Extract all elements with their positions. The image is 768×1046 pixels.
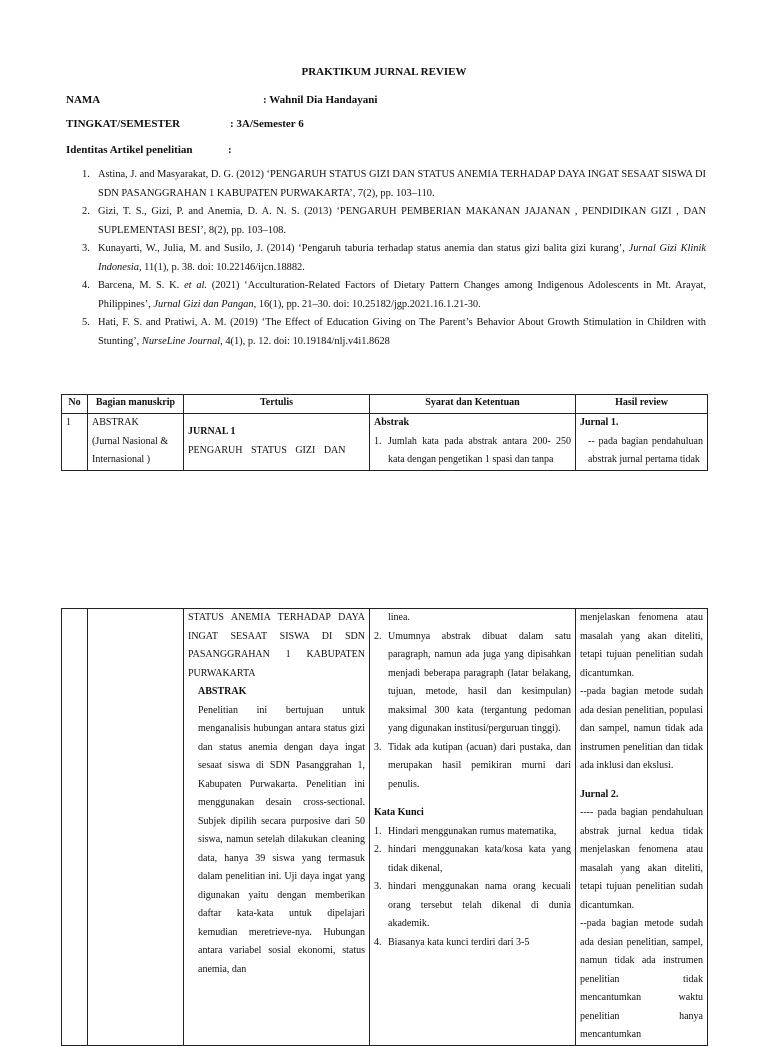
jurnal-2-review-heading: Jurnal 2.	[580, 788, 619, 800]
table-row	[62, 414, 708, 471]
header-hasil: Hasil review	[576, 395, 708, 414]
reference-item: 2. Gizi, T. S., Gizi, P. and Anemia, D. A. N. S. (2013) ‘PENGARUH PEMBERIAN MAKANAN JAJANAN , PENDIDIKAN GIZI , DAN SUPLEMENTASI BESI’, 8(2), pp. 103–108.	[82, 206, 706, 236]
list-item: 4. Biasanya kata kunci terdiri dari 3-5	[374, 936, 530, 948]
reference-item: 1. Astina, J. and Masyarakat, D. G. (2012) ‘PENGARUH STATUS GIZI DAN STATUS ANEMIA TERHADAP DAYA INGAT SESAAT SISWA DI SDN PASANGGRAHAN 1 KABUPATEN PURWAKARTA’, 7(2), pp. 103–110.	[82, 169, 707, 199]
cell-hasil: menjelaskan fenomena atau masalah yang akan diteliti, tetapi tujuan penelitian sudah dicantumkan. --pada bagian metode sudah ada desian penelitian, populasi dan sampel, namun tidak ada instrumen penelitian dan tidak ada inklusi dan ekslusi. Jurnal 2. ---- pada bagian pendahuluan abstrak jurnal kedua tidak menjelaskan fenomena atau masalah yang akan diteliti, tetapi tujuan penelitian sudah dicantumkan. --pada bagian metode sudah ada desian penelitian, sampel, namun tidak ada instrumen penelitian tidak mencantumkan waktu penelitian hanya mencantumkan	[576, 609, 708, 1046]
cell-no	[62, 609, 88, 1046]
nama-value: : Wahnil Dia Handayani	[263, 94, 378, 106]
header-syarat: Syarat dan Ketentuan	[370, 395, 576, 414]
nama-label: NAMA	[66, 94, 101, 106]
tingkat-label: TINGKAT/SEMESTER	[66, 118, 181, 130]
cell-bagian: ABSTRAK (Jurnal Nasional & Internasional )	[88, 414, 184, 471]
table-row	[62, 609, 708, 1046]
list-item: 2. Umumnya abstrak dibuat dalam satu paragraph, namun ada juga yang dipisahkan menjadi beberapa paragraph (latar belakang, tujuan, metode, hasil dan kesimpulan) maksimal 300 kata (tergantung pedoman yang digunakan institusi/perguruan tinggi).	[374, 630, 571, 734]
list-item: 1. Hindari menggunakan rumus matematika,	[374, 825, 557, 837]
identitas-colon: :	[228, 144, 232, 156]
cell-no: 1	[62, 414, 88, 471]
reference-item: 3. Kunayarti, W., Julia, M. and Susilo, J. (2014) ‘Pengaruh taburia terhadap status anemia dan status gizi balita gizi kurang’, Jurnal Gizi Klinik Indonesia, 11(1), p. 38. doi: 10.22146/ijcn.18882.	[82, 243, 706, 273]
cell-hasil: Jurnal 1. -- pada bagian pendahuluan abstrak jurnal pertama tidak	[576, 414, 708, 471]
cell-syarat: linea. 2. Umumnya abstrak dibuat dalam satu paragraph, namun ada juga yang dipisahkan menjadi beberapa paragraph (latar belakang, tujuan, metode, hasil dan kesimpulan) maksimal 300 kata (tergantung pedoman yang digunakan institusi/perguruan tinggi). 3. Tidak ada kutipan (acuan) dari pustaka, dan merupakan hasil pemikiran murni dari penulis. Kata Kunci 1. Hindari menggunakan rumus matematika, 2. hindari menggunakan kata/kosa kata yang tidak dikenal, 3. hindari menggunakan nama orang kecuali orang tersebut telah dikenal di dunia akademik. 4. Biasanya kata kunci terdiri dari 3-5	[370, 609, 576, 1046]
cell-syarat	[370, 414, 576, 471]
tingkat-value: : 3A/Semester 6	[230, 118, 304, 130]
cell-bagian	[88, 609, 184, 1046]
cell-tertulis: JURNAL 1 PENGARUH STATUS GIZI DAN	[184, 414, 370, 471]
list-item: 1. Jumlah kata pada abstrak antara 200- 250 kata dengan pengetikan 1 spasi dan tanpa	[374, 435, 571, 465]
list-item: 2. hindari menggunakan kata/kosa kata yang tidak dikenal,	[374, 844, 571, 874]
reference-item: 4. Barcena, M. S. K. et al. (2021) ‘Acculturation-Related Factors of Dietary Pattern Changes among Indigenous Adolescents in Mt. Arayat, Philippines’, Jurnal Gizi dan Pangan, 16(1), pp. 21–30. doi: 10.25182/jgp.2021.16.1.21-30.	[82, 280, 707, 310]
header-bagian: Bagian manuskrip	[88, 395, 184, 414]
abstrak-title: ABSTRAK	[198, 686, 247, 697]
header-tertulis: Tertulis	[184, 395, 370, 414]
identitas-label: Identitas Artikel penelitian	[66, 144, 193, 156]
review-table-part1	[61, 394, 708, 471]
kata-kunci-heading: Kata Kunci	[374, 807, 424, 818]
jurnal-1-review-heading: Jurnal 1.	[580, 417, 619, 428]
reference-list	[66, 166, 706, 351]
cell-tertulis: STATUS ANEMIA TERHADAP DAYA INGAT SESAAT SISWA DI SDN PASANGGRAHAN 1 KABUPATEN PURWAKARTA ABSTRAK Penelitian ini bertujuan untuk menganalisis hubungan antara status gizi dan status anemia dengan daya ingat sesaat siswa di SDN Pasanggrahan 1, Kabupaten Purwakarta. Penelitian ini menggunakan desain cross-sectional. Subjek dipilih secara purposive dari 50 siswa, namun setelah dilakukan cleaning data, hanya 39 siswa yang termasuk dalam penelitian ini. Uji daya ingat yang digunakan yaitu dengan memberikan daftar kata-kata untuk dipelajari kemudian meretrieve-nya. Hubungan antara variabel sosial ekonomi, status anemia, dan	[184, 609, 370, 1046]
abstrak-body: Penelitian ini bertujuan untuk menganalisis hubungan antara status gizi dan status anemia dengan daya ingat sesaat siswa di SDN Pasanggrahan 1, Kabupaten Purwakarta. Penelitian ini menggunakan desain cross-sectional. Subjek dipilih secara purposive dari 50 siswa, namun setelah dilakukan cleaning data, hanya 39 siswa yang termasuk dalam penelitian ini. Uji daya ingat yang digunakan yaitu dengan memberikan daftar kata-kata untuk dipelajari kemudian meretrieve-nya. Hubungan antara variabel sosial ekonomi, status anemia, dan	[198, 704, 365, 975]
jurnal-1-heading: JURNAL 1	[188, 426, 236, 437]
abstrak-heading: Abstrak	[374, 417, 410, 428]
table-header-row	[62, 395, 708, 414]
identitas-row	[66, 144, 706, 158]
document-title: PRAKTIKUM JURNAL REVIEW	[301, 66, 467, 78]
nama-row	[66, 94, 706, 108]
list-item: 3. Tidak ada kutipan (acuan) dari pustaka, dan merupakan hasil pemikiran murni dari penulis.	[374, 741, 571, 790]
reference-item: 5. Hati, F. S. and Pratiwi, A. M. (2019) ‘The Effect of Education Giving on The Parent’s Behavior About Growth Stimulation in Children with Stunting’, NurseLine Journal, 4(1), p. 12. doi: 10.19184/nlj.v4i1.8628	[82, 317, 706, 347]
list-item: 3. hindari menggunakan nama orang kecuali orang tersebut telah dikenal di dunia akademik.	[374, 881, 571, 929]
header-no: No	[62, 395, 88, 414]
tingkat-row	[66, 118, 706, 132]
review-table-part2	[61, 608, 708, 1046]
